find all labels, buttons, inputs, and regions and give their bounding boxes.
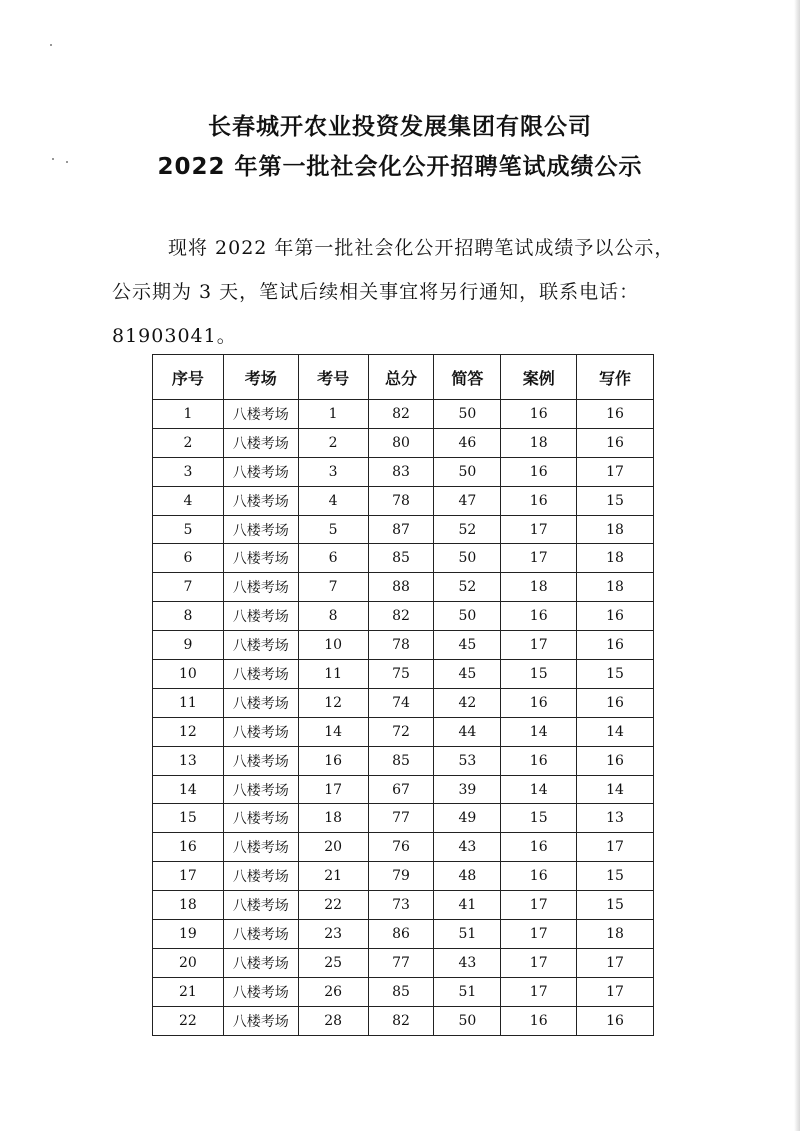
cell-writing: 15 xyxy=(577,660,654,689)
cell-room: 八楼考场 xyxy=(223,833,298,862)
cell-writing: 16 xyxy=(577,1006,654,1035)
table-row xyxy=(153,862,654,891)
cell-case: 16 xyxy=(501,746,577,775)
cell-writing: 15 xyxy=(577,891,654,920)
cell-short-answer: 47 xyxy=(434,486,501,515)
cell-short-answer: 45 xyxy=(434,660,501,689)
table-row xyxy=(153,1006,654,1035)
cell-exam-no: 28 xyxy=(298,1006,368,1035)
cell-exam-no: 10 xyxy=(298,631,368,660)
cell-seq: 22 xyxy=(153,1006,224,1035)
cell-room: 八楼考场 xyxy=(223,486,298,515)
cell-short-answer: 39 xyxy=(434,775,501,804)
cell-seq: 2 xyxy=(153,428,224,457)
cell-room: 八楼考场 xyxy=(223,804,298,833)
cell-exam-no: 17 xyxy=(298,775,368,804)
cell-case: 17 xyxy=(501,515,577,544)
cell-writing: 14 xyxy=(577,775,654,804)
cell-case: 16 xyxy=(501,400,577,429)
cell-short-answer: 52 xyxy=(434,573,501,602)
cell-room: 八楼考场 xyxy=(223,544,298,573)
cell-total: 80 xyxy=(368,428,434,457)
cell-room: 八楼考场 xyxy=(223,400,298,429)
cell-seq: 20 xyxy=(153,948,224,977)
cell-exam-no: 20 xyxy=(298,833,368,862)
table-row xyxy=(153,573,654,602)
cell-exam-no: 22 xyxy=(298,891,368,920)
cell-room: 八楼考场 xyxy=(223,1006,298,1035)
cell-room: 八楼考场 xyxy=(223,891,298,920)
cell-room: 八楼考场 xyxy=(223,775,298,804)
table-row xyxy=(153,631,654,660)
cell-short-answer: 46 xyxy=(434,428,501,457)
cell-total: 83 xyxy=(368,457,434,486)
cell-total: 88 xyxy=(368,573,434,602)
table-row xyxy=(153,688,654,717)
cell-short-answer: 52 xyxy=(434,515,501,544)
table-row xyxy=(153,775,654,804)
cell-seq: 7 xyxy=(153,573,224,602)
cell-room: 八楼考场 xyxy=(223,977,298,1006)
cell-case: 16 xyxy=(501,688,577,717)
cell-exam-no: 23 xyxy=(298,920,368,949)
cell-case: 17 xyxy=(501,920,577,949)
cell-seq: 12 xyxy=(153,717,224,746)
cell-case: 16 xyxy=(501,862,577,891)
header-cell-room: 考场 xyxy=(223,355,298,400)
cell-exam-no: 25 xyxy=(298,948,368,977)
cell-seq: 4 xyxy=(153,486,224,515)
cell-short-answer: 53 xyxy=(434,746,501,775)
cell-exam-no: 1 xyxy=(298,400,368,429)
cell-case: 14 xyxy=(501,775,577,804)
cell-total: 67 xyxy=(368,775,434,804)
notice-title: 2022 年第一批社会化公开招聘笔试成绩公示 xyxy=(157,154,643,180)
cell-seq: 1 xyxy=(153,400,224,429)
cell-total: 86 xyxy=(368,920,434,949)
cell-writing: 18 xyxy=(577,920,654,949)
cell-seq: 15 xyxy=(153,804,224,833)
cell-total: 77 xyxy=(368,948,434,977)
cell-short-answer: 41 xyxy=(434,891,501,920)
table-row xyxy=(153,833,654,862)
cell-writing: 16 xyxy=(577,688,654,717)
cell-case: 17 xyxy=(501,891,577,920)
cell-case: 16 xyxy=(501,457,577,486)
cell-exam-no: 7 xyxy=(298,573,368,602)
table-row xyxy=(153,602,654,631)
cell-short-answer: 51 xyxy=(434,920,501,949)
cell-writing: 17 xyxy=(577,833,654,862)
cell-seq: 14 xyxy=(153,775,224,804)
cell-seq: 6 xyxy=(153,544,224,573)
cell-room: 八楼考场 xyxy=(223,948,298,977)
cell-seq: 3 xyxy=(153,457,224,486)
cell-exam-no: 14 xyxy=(298,717,368,746)
cell-short-answer: 50 xyxy=(434,544,501,573)
header-cell-total: 总分 xyxy=(368,355,434,400)
cell-writing: 17 xyxy=(577,977,654,1006)
cell-total: 75 xyxy=(368,660,434,689)
cell-total: 79 xyxy=(368,862,434,891)
cell-exam-no: 11 xyxy=(298,660,368,689)
header-cell-short-answer: 简答 xyxy=(434,355,501,400)
table-row xyxy=(153,486,654,515)
cell-seq: 16 xyxy=(153,833,224,862)
cell-exam-no: 5 xyxy=(298,515,368,544)
cell-short-answer: 48 xyxy=(434,862,501,891)
cell-case: 16 xyxy=(501,1006,577,1035)
table-row xyxy=(153,457,654,486)
cell-room: 八楼考场 xyxy=(223,631,298,660)
cell-exam-no: 2 xyxy=(298,428,368,457)
cell-writing: 15 xyxy=(577,862,654,891)
cell-exam-no: 16 xyxy=(298,746,368,775)
table-row xyxy=(153,428,654,457)
table-row xyxy=(153,977,654,1006)
cell-total: 82 xyxy=(368,400,434,429)
cell-short-answer: 50 xyxy=(434,457,501,486)
cell-case: 14 xyxy=(501,717,577,746)
cell-seq: 5 xyxy=(153,515,224,544)
cell-exam-no: 3 xyxy=(298,457,368,486)
table-row xyxy=(153,804,654,833)
header-cell-seq: 序号 xyxy=(153,355,224,400)
cell-total: 85 xyxy=(368,746,434,775)
table-row xyxy=(153,515,654,544)
cell-case: 15 xyxy=(501,804,577,833)
cell-short-answer: 43 xyxy=(434,948,501,977)
cell-writing: 13 xyxy=(577,804,654,833)
cell-total: 82 xyxy=(368,602,434,631)
cell-case: 16 xyxy=(501,602,577,631)
cell-short-answer: 45 xyxy=(434,631,501,660)
cell-seq: 18 xyxy=(153,891,224,920)
cell-room: 八楼考场 xyxy=(223,515,298,544)
cell-writing: 18 xyxy=(577,515,654,544)
cell-writing: 16 xyxy=(577,631,654,660)
cell-writing: 18 xyxy=(577,544,654,573)
cell-total: 87 xyxy=(368,515,434,544)
cell-short-answer: 43 xyxy=(434,833,501,862)
table-row xyxy=(153,920,654,949)
cell-case: 18 xyxy=(501,428,577,457)
header-cell-exam-no: 考号 xyxy=(298,355,368,400)
notice-paragraph xyxy=(112,226,712,358)
notice-line-2: 公示期为 3 天，笔试后续相关事宜将另行通知，联系电话： xyxy=(112,281,640,303)
cell-total: 78 xyxy=(368,631,434,660)
cell-total: 85 xyxy=(368,544,434,573)
cell-seq: 9 xyxy=(153,631,224,660)
cell-room: 八楼考场 xyxy=(223,862,298,891)
cell-exam-no: 4 xyxy=(298,486,368,515)
cell-exam-no: 12 xyxy=(298,688,368,717)
cell-total: 85 xyxy=(368,977,434,1006)
cell-short-answer: 42 xyxy=(434,688,501,717)
cell-room: 八楼考场 xyxy=(223,457,298,486)
cell-total: 72 xyxy=(368,717,434,746)
cell-writing: 16 xyxy=(577,602,654,631)
cell-room: 八楼考场 xyxy=(223,660,298,689)
cell-writing: 17 xyxy=(577,948,654,977)
cell-room: 八楼考场 xyxy=(223,428,298,457)
cell-writing: 15 xyxy=(577,486,654,515)
table-row xyxy=(153,660,654,689)
cell-seq: 21 xyxy=(153,977,224,1006)
cell-total: 74 xyxy=(368,688,434,717)
cell-case: 17 xyxy=(501,948,577,977)
cell-short-answer: 50 xyxy=(434,602,501,631)
cell-seq: 13 xyxy=(153,746,224,775)
cell-exam-no: 21 xyxy=(298,862,368,891)
cell-exam-no: 6 xyxy=(298,544,368,573)
table-header-row xyxy=(153,355,654,400)
cell-room: 八楼考场 xyxy=(223,920,298,949)
cell-seq: 11 xyxy=(153,688,224,717)
cell-short-answer: 44 xyxy=(434,717,501,746)
scan-speck xyxy=(50,44,52,46)
cell-writing: 16 xyxy=(577,428,654,457)
cell-room: 八楼考场 xyxy=(223,602,298,631)
cell-seq: 10 xyxy=(153,660,224,689)
cell-case: 16 xyxy=(501,486,577,515)
notice-line-3: 81903041。 xyxy=(112,325,237,347)
table-row xyxy=(153,948,654,977)
header-cell-writing: 写作 xyxy=(577,355,654,400)
table-row xyxy=(153,544,654,573)
cell-case: 17 xyxy=(501,977,577,1006)
cell-short-answer: 51 xyxy=(434,977,501,1006)
table-row xyxy=(153,746,654,775)
cell-total: 77 xyxy=(368,804,434,833)
cell-case: 16 xyxy=(501,833,577,862)
cell-writing: 17 xyxy=(577,457,654,486)
cell-seq: 19 xyxy=(153,920,224,949)
cell-case: 18 xyxy=(501,573,577,602)
cell-short-answer: 50 xyxy=(434,400,501,429)
table-body xyxy=(153,400,654,1036)
cell-room: 八楼考场 xyxy=(223,688,298,717)
cell-case: 17 xyxy=(501,544,577,573)
cell-room: 八楼考场 xyxy=(223,573,298,602)
cell-exam-no: 18 xyxy=(298,804,368,833)
cell-writing: 14 xyxy=(577,717,654,746)
cell-room: 八楼考场 xyxy=(223,746,298,775)
header-cell-case: 案例 xyxy=(501,355,577,400)
cell-total: 73 xyxy=(368,891,434,920)
cell-seq: 17 xyxy=(153,862,224,891)
cell-writing: 16 xyxy=(577,400,654,429)
table-row xyxy=(153,717,654,746)
cell-seq: 8 xyxy=(153,602,224,631)
cell-total: 76 xyxy=(368,833,434,862)
scores-table xyxy=(152,354,654,1036)
cell-case: 15 xyxy=(501,660,577,689)
cell-case: 17 xyxy=(501,631,577,660)
company-title: 长春城开农业投资发展集团有限公司 xyxy=(208,114,592,140)
cell-room: 八楼考场 xyxy=(223,717,298,746)
cell-writing: 16 xyxy=(577,746,654,775)
cell-exam-no: 26 xyxy=(298,977,368,1006)
cell-writing: 18 xyxy=(577,573,654,602)
cell-short-answer: 50 xyxy=(434,1006,501,1035)
table-row xyxy=(153,891,654,920)
cell-total: 78 xyxy=(368,486,434,515)
cell-exam-no: 8 xyxy=(298,602,368,631)
table-row xyxy=(153,400,654,429)
notice-line-1: 现将 2022 年第一批社会化公开招聘笔试成绩予以公示， xyxy=(168,237,675,259)
cell-total: 82 xyxy=(368,1006,434,1035)
cell-short-answer: 49 xyxy=(434,804,501,833)
